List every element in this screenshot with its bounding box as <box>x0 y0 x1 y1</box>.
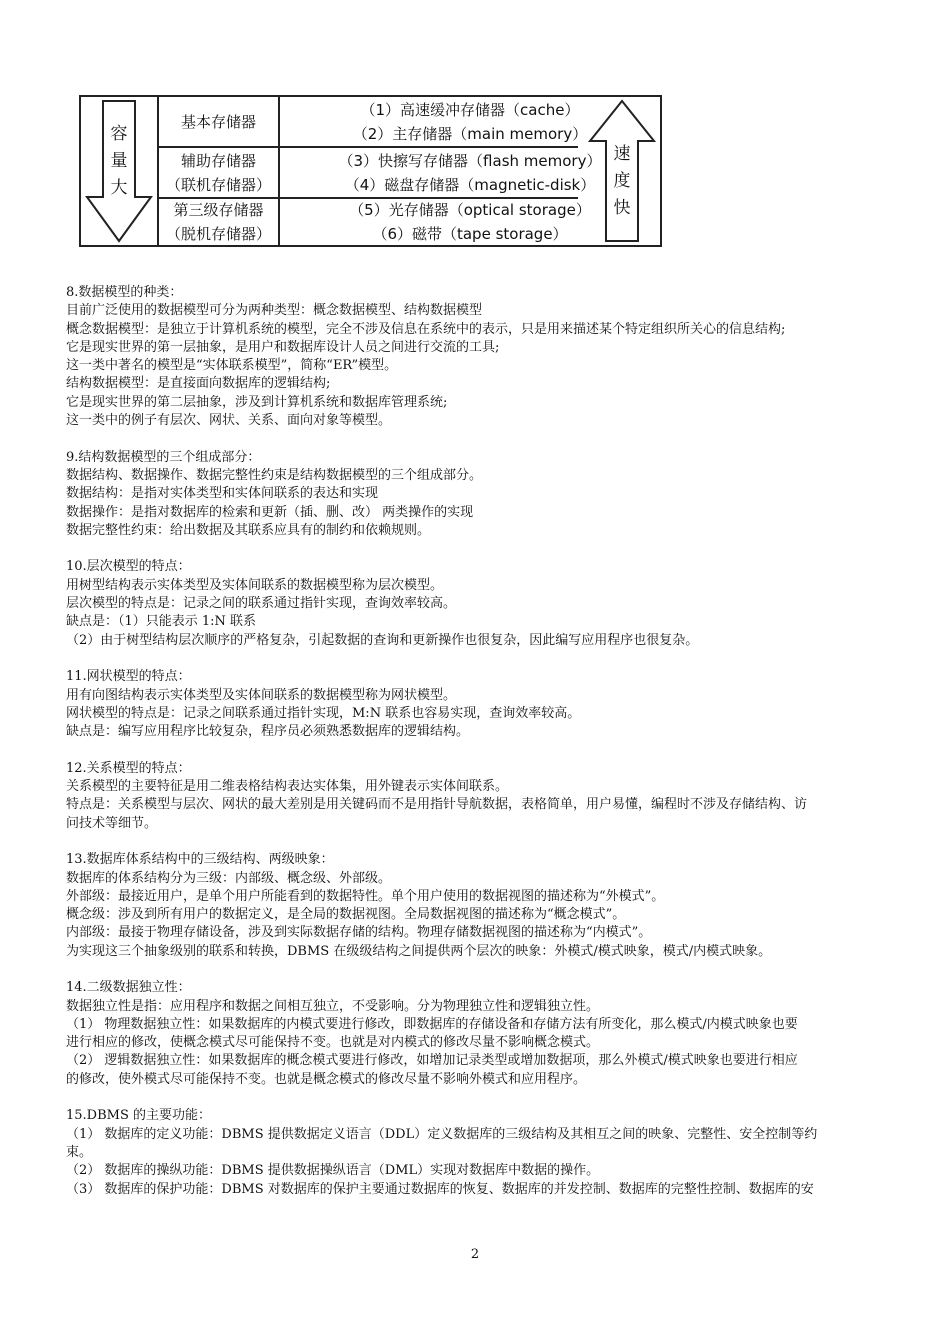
section-heading: 11.网状模型的特点： <box>66 669 191 685</box>
section <box>66 449 886 540</box>
document-body <box>66 284 886 1199</box>
section <box>66 851 886 961</box>
section-line: 数据结构、数据操作、数据完整性约束是结构数据模型的三个组成部分。 <box>66 467 483 483</box>
section-line: 缺点是：编写应用程序比较复杂，程序员必须熟悉数据库的逻辑结构。 <box>66 724 470 740</box>
section-line: 数据完整性约束：给出数据及其联系应具有的制约和依赖规则。 <box>66 522 431 538</box>
section-line: 的修改，使外模式尽可能保持不变。也就是概念模式的修改尽量不影响外模式和应用程序。 <box>66 1071 587 1087</box>
speed-label-char: 快 <box>613 198 631 218</box>
section-gap <box>66 833 886 851</box>
section-line: 它是现实世界的第二层抽象，涉及到计算机系统和数据库管理系统; <box>66 394 448 410</box>
section-line: 层次模型的特点是：记录之间的联系通过指针实现，查询效率较高。 <box>66 596 457 612</box>
section-line: （1） 物理数据独立性：如果数据库的内模式要进行修改，即数据库的存储设备和存储方法有所变化，那么模式/内模式映象也要 <box>66 1016 798 1032</box>
row-divider <box>159 146 578 148</box>
storage-item-text: （5）光存储器（optical storage） <box>349 200 591 219</box>
section-gap <box>66 540 886 558</box>
section-gap <box>66 430 886 448</box>
row-divider <box>159 197 578 199</box>
section <box>66 668 886 741</box>
section-line: 概念级：涉及到所有用户的数据定义，是全局的数据视图。全局数据视图的描述称为“概念模式”。 <box>66 907 626 923</box>
section-line: 用树型结构表示实体类型及实体间联系的数据模型称为层次模型。 <box>66 577 444 593</box>
section-line: 目前广泛使用的数据模型可分为两种类型：概念数据模型、结构数据模型 <box>66 303 483 319</box>
section-heading: 14.二级数据独立性： <box>66 980 191 996</box>
section-line: 这一类中的例子有层次、网状、关系、面向对象等模型。 <box>66 413 392 429</box>
section-heading: 15.DBMS 的主要功能： <box>66 1108 211 1124</box>
section-line: （2） 数据库的操纵功能：DBMS 提供数据操纵语言（DML）实现对数据库中数据的操作。 <box>66 1163 600 1179</box>
storage-item-text: （3）快擦写存储器（flash memory） <box>338 151 602 170</box>
capacity-label <box>109 121 129 202</box>
section-gap <box>66 961 886 979</box>
section-gap <box>66 650 886 668</box>
section-line: （1） 数据库的定义功能：DBMS 提供数据定义语言（DDL）定义数据库的三级结构及其相互之间的映象、完整性、安全控制等约 <box>66 1126 818 1142</box>
section-line: 外部级：最接近用户，是单个用户所能看到的数据特性。单个用户使用的数据视图的描述称为“外模式”。 <box>66 888 665 904</box>
storage-item-text: （4）磁盘存储器（magnetic-disk） <box>344 175 596 194</box>
capacity-label-char: 量 <box>110 151 128 171</box>
storage-item-text: （1）高速缓冲存储器（cache） <box>360 101 580 119</box>
section-gap <box>66 741 886 759</box>
section <box>66 1107 886 1198</box>
section-line: 束。 <box>66 1144 93 1160</box>
category-cell-basic <box>159 97 278 147</box>
capacity-label-char: 大 <box>110 178 128 198</box>
category-text: 辅助存储器 <box>180 151 256 170</box>
section <box>66 760 886 833</box>
section-line: （2） 逻辑数据独立性：如果数据库的概念模式要进行修改，如增加记录类型或增加数据项，那么外模式/模式映象也要进行相应 <box>66 1053 798 1069</box>
section <box>66 558 886 649</box>
storage-hierarchy-figure <box>79 95 662 247</box>
category-text: 基本存储器 <box>180 113 256 131</box>
section-heading: 9.结构数据模型的三个组成部分： <box>66 449 261 465</box>
speed-label-char: 速 <box>613 144 631 164</box>
section <box>66 979 886 1089</box>
section-line: 为实现这三个抽象级别的联系和转换，DBMS 在级级结构之间提供两个层次的映象：外模式/模式映象，模式/内模式映象。 <box>66 943 772 959</box>
category-cell-tertiary <box>159 198 278 245</box>
section-gap <box>66 1089 886 1107</box>
section-line: 内部级：最接于物理存储设备，涉及到实际数据存储的结构。物理存储数据视图的描述称为“内模式”。 <box>66 925 652 941</box>
section-line: 结构数据模型：是直接面向数据库的逻辑结构; <box>66 376 331 392</box>
section-line: 特点是：关系模型与层次、网状的最大差别是用关键码而不是用指针导航数据，表格简单，用户易懂，编程时不涉及存储结构、访 <box>66 797 808 813</box>
section-line: 网状模型的特点是：记录之间联系通过指针实现，M:N 联系也容易实现，查询效率较高。 <box>66 705 581 721</box>
section-line: 数据操作：是指对数据库的检索和更新（插、删、改） 两类操作的实现 <box>66 504 474 520</box>
capacity-label-char: 容 <box>110 124 128 144</box>
section-line: 数据独立性是指：应用程序和数据之间相互独立，不受影响。分为物理独立性和逻辑独立性。 <box>66 998 600 1014</box>
category-text: （脱机存储器） <box>165 224 271 243</box>
section <box>66 284 886 430</box>
storage-item-text: （6）磁带（tape storage） <box>372 224 568 243</box>
section-line: 进行相应的修改，使概念模式尽可能保持不变。也就是对内模式的修改尽量不影响概念模式。 <box>66 1035 600 1051</box>
section-line: 问技术等细节。 <box>66 815 158 831</box>
section-heading: 8.数据模型的种类： <box>66 285 183 300</box>
storage-item-text: （2）主存储器（main memory） <box>352 125 588 143</box>
page-number: 2 <box>470 1247 480 1262</box>
speed-label <box>612 141 632 222</box>
section-line: 概念数据模型：是独立于计算机系统的模型，完全不涉及信息在系统中的表示，只是用来描述某个特定组织所关心的信息结构; <box>66 321 786 337</box>
speed-arrow-column <box>582 95 662 247</box>
category-column <box>159 97 280 245</box>
capacity-arrow-column <box>81 97 159 245</box>
category-text: （联机存储器） <box>165 175 271 194</box>
section-line: 它是现实世界的第一层抽象，是用户和数据库设计人员之间进行交流的工具; <box>66 339 500 355</box>
section-line: 关系模型的主要特征是用二维表格结构表达实体集，用外键表示实体间联系。 <box>66 779 509 795</box>
speed-label-char: 度 <box>613 171 631 191</box>
section-line: 数据结构：是指对实体类型和实体间联系的表达和实现 <box>66 486 379 502</box>
section-heading: 12.关系模型的特点： <box>66 760 191 776</box>
section-heading: 10.层次模型的特点： <box>66 559 191 575</box>
category-text: 第三级存储器 <box>173 200 264 219</box>
section-line: （2）由于树型结构层次顺序的严格复杂，引起数据的查询和更新操作也很复杂，因此编写应用程序也很复杂。 <box>66 632 699 648</box>
section-heading: 13.数据库体系结构中的三级结构、两级映象： <box>66 852 334 868</box>
section-line: 数据库的体系结构分为三级：内部级、概念级、外部级。 <box>66 870 392 886</box>
section-line: 这一类中著名的模型是“实体联系模型”，简称“ER”模型。 <box>66 358 398 374</box>
section-line: 用有向图结构表示实体类型及实体间联系的数据模型称为网状模型。 <box>66 687 457 703</box>
section-line: 缺点是：（1）只能表示 1:N 联系 <box>66 614 257 630</box>
section-line: （3） 数据库的保护功能：DBMS 对数据库的保护主要通过数据库的恢复、数据库的并发控制、数据库的完整性控制、数据库的安 <box>66 1181 814 1197</box>
category-cell-auxiliary <box>159 147 278 198</box>
